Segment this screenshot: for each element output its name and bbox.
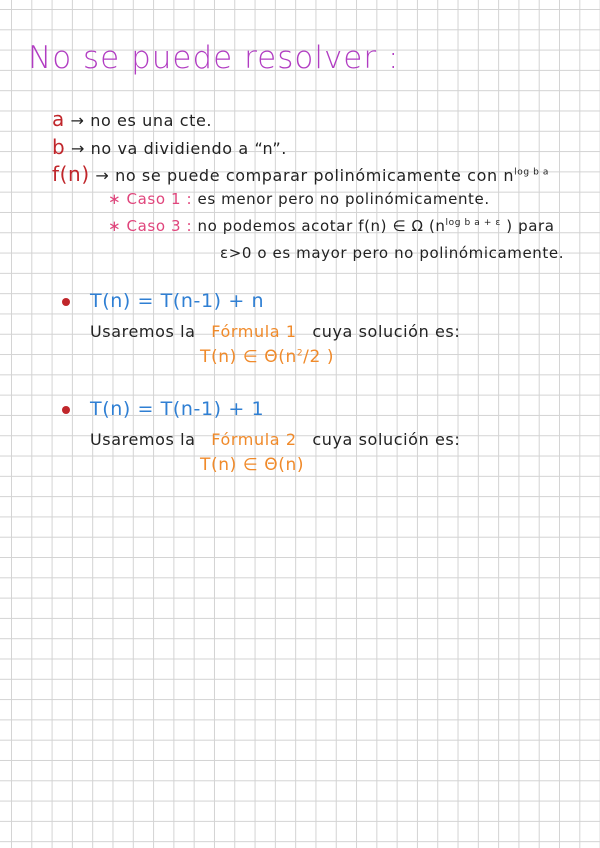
reason-a-letter: a: [52, 107, 65, 131]
item-1-solution: [200, 347, 334, 367]
caso-3-line-2: ε>0 o es mayor pero no polinómicamente.: [220, 244, 565, 262]
item-2-usaremos: Usaremos la: [90, 430, 196, 449]
bullet-2: [62, 406, 70, 414]
item-1-description: [90, 322, 460, 341]
reason-b-letter: b: [52, 135, 66, 159]
page-title: No se puede resolver :: [28, 40, 400, 76]
caso-3: [108, 217, 555, 235]
item-2-formula: Fórmula 2: [211, 430, 297, 449]
item-2-equation: T(n) = T(n-1) + 1: [90, 398, 265, 420]
caso-1: [108, 190, 490, 208]
item-1-usaremos: Usaremos la: [90, 322, 196, 341]
reason-b-text: → no va dividiendo a “n”.: [70, 139, 287, 158]
caso-3-exponent: log b a + ε: [445, 218, 501, 228]
item-1-equation: T(n) = T(n-1) + n: [90, 290, 265, 312]
caso-3-text-end: ) para: [506, 217, 555, 235]
caso-1-text: es menor pero no polinómicamente.: [197, 190, 490, 208]
reason-f-text: → no se puede comparar polinómicamente con n: [95, 166, 515, 185]
item-2-solution: T(n) ∈ Θ(n): [200, 455, 305, 475]
reason-a-text: → no es una cte.: [70, 111, 213, 130]
caso-3-text: no podemos acotar f(n) ∈ Ω (n: [197, 217, 446, 235]
reason-a: [52, 107, 212, 131]
bullet-1: [62, 298, 70, 306]
item-1-solution-main: T(n) ∈ Θ(n: [200, 347, 297, 367]
caso-3-label: ∗ Caso 3 :: [108, 217, 193, 235]
reason-f-exponent: log b a: [514, 167, 550, 178]
reason-f-letter: f(n): [52, 162, 90, 186]
reason-b: [52, 135, 287, 159]
caso-1-label: ∗ Caso 1 :: [108, 190, 193, 208]
item-2-description: [90, 430, 460, 449]
reason-f: [52, 162, 549, 186]
item-1-solution-end: /2 ): [303, 347, 335, 367]
item-1-solution-exponent: 2: [296, 348, 304, 359]
item-2-cuya: cuya solución es:: [312, 430, 461, 449]
item-1-cuya: cuya solución es:: [312, 322, 461, 341]
item-1-formula: Fórmula 1: [211, 322, 297, 341]
